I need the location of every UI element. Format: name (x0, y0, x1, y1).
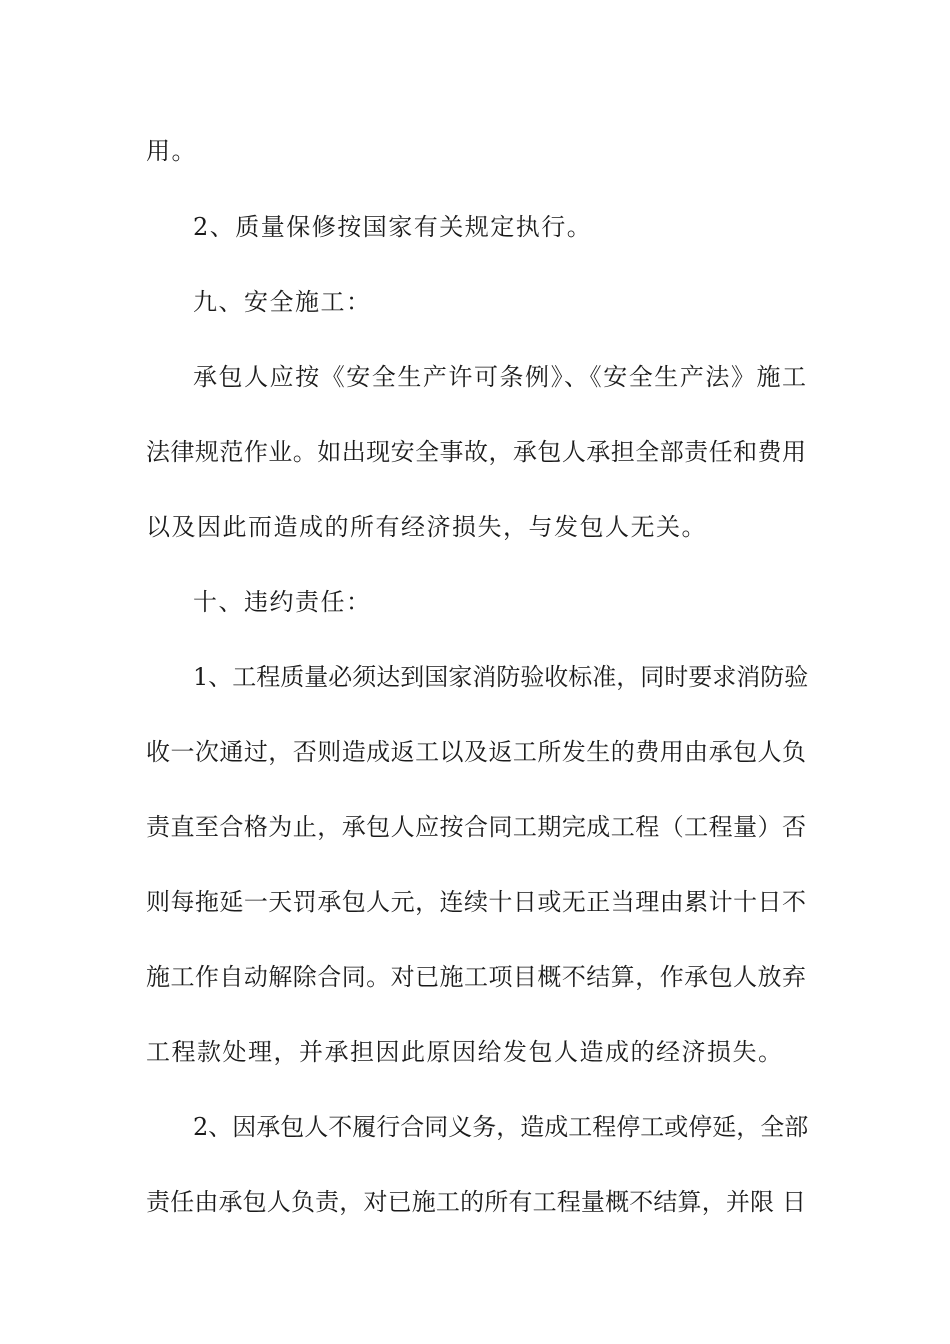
paragraph-line: 责任由承包人负责，对已施工的所有工程量概不结算，并限 日 (146, 1188, 806, 1216)
paragraph-line: 以及因此而造成的所有经济损失，与发包人无关。 (146, 513, 707, 541)
section-heading-liability: 十、违约责任： (193, 588, 372, 616)
paragraph-line: 法律规范作业。如出现安全事故，承包人承担全部责任和费用 (146, 438, 806, 466)
paragraph-line: 2、因承包人不履行合同义务，造成工程停工或停延，全部 (193, 1113, 809, 1141)
paragraph-line: 1、工程质量必须达到国家消防验收标准，同时要求消防验 (193, 663, 809, 691)
paragraph-line: 施工作自动解除合同。对已施工项目概不结算，作承包人放弃 (146, 963, 806, 991)
paragraph-line: 收一次通过，否则造成返工以及返工所发生的费用由承包人负 (146, 738, 806, 766)
paragraph-line: 责直至合格为止，承包人应按合同工期完成工程（工程量）否 (146, 813, 806, 841)
paragraph-line: 工程款处理，并承担因此原因给发包人造成的经济损失。 (146, 1038, 784, 1066)
paragraph-line: 则每拖延一天罚承包人元，连续十日或无正当理由累计十日不 (146, 888, 806, 916)
section-heading-safety: 九、安全施工： (193, 288, 372, 316)
paragraph-line: 承包人应按《安全生产许可条例》、《安全生产法》施工 (193, 363, 806, 391)
paragraph-line: 2、质量保修按国家有关规定执行。 (193, 213, 593, 241)
paragraph-line: 用。 (146, 137, 197, 165)
